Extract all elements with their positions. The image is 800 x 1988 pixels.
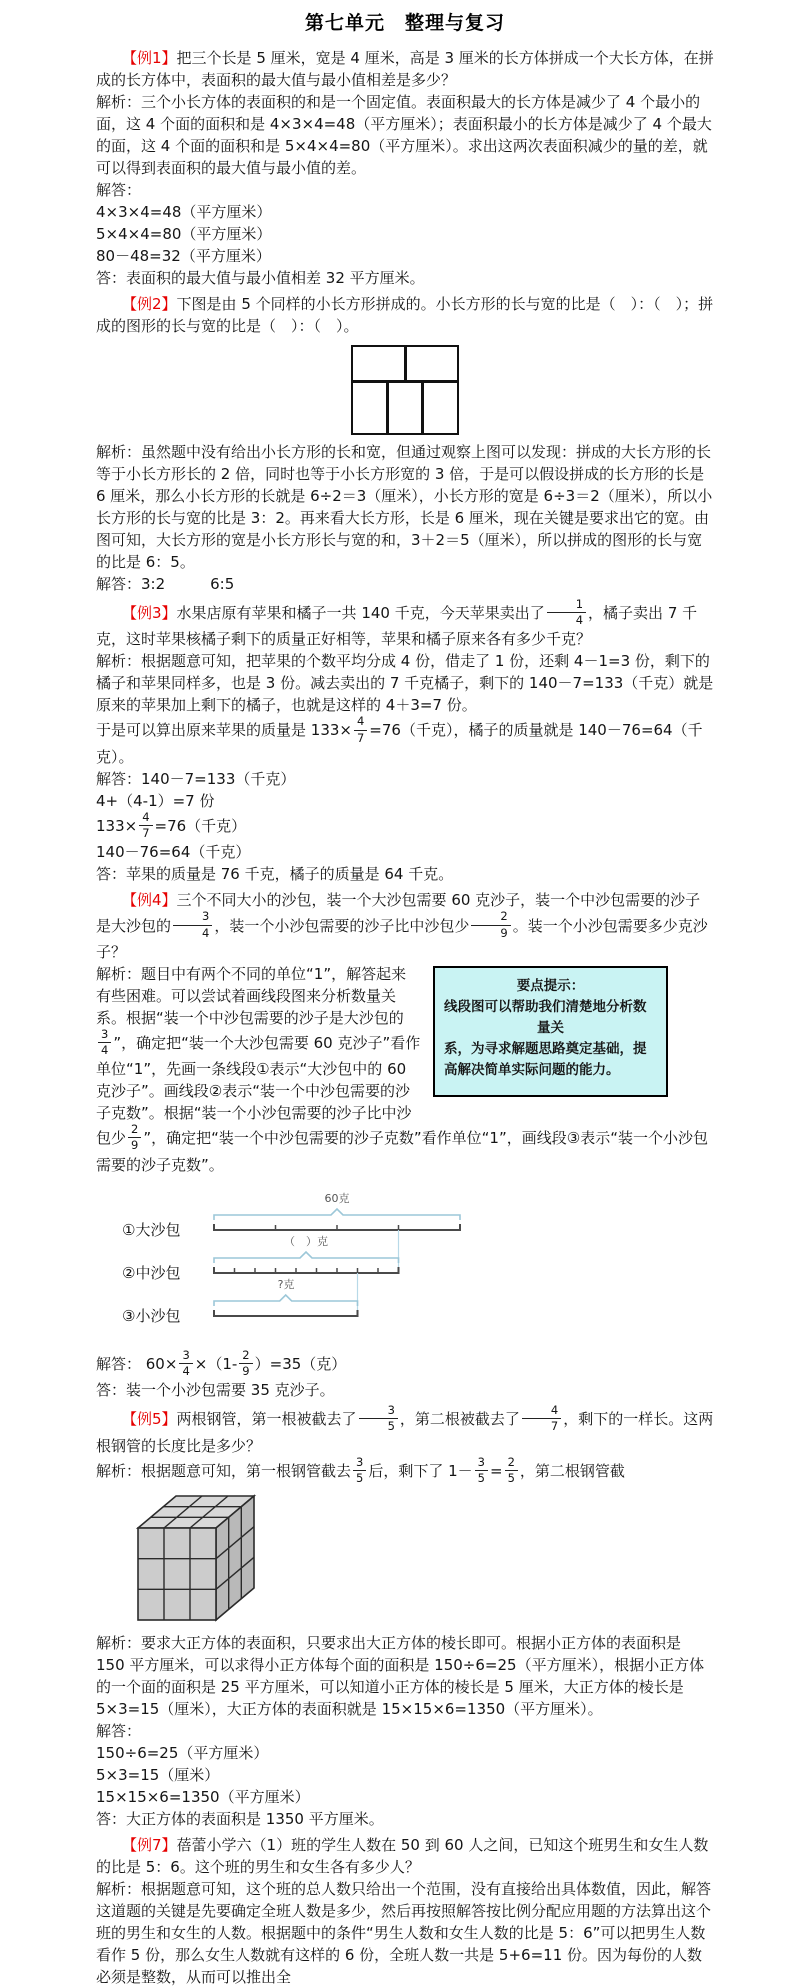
fraction: $\frac{4}{7}$ xyxy=(354,715,367,744)
segment-line xyxy=(214,1310,358,1316)
ex6-equation-line: 150÷6=25（平方厘米） xyxy=(96,1743,269,1762)
fraction: $\frac{3}{5}$ xyxy=(359,1404,398,1433)
ex6-solution-heading: 解答： xyxy=(96,1721,142,1740)
ex7-problem-text: 蓓蕾小学六（1）班的学生人数在 50 到 60 人之间，已知这个班男生和女生人数的比是 5：6。这个班的男生和女生各有多少人？ xyxy=(96,1835,709,1876)
fraction: $\frac{1}{4}$ xyxy=(547,598,586,627)
fraction: $\frac{2}{9}$ xyxy=(128,1123,141,1152)
segment-row1-label: ①大沙包 xyxy=(122,1220,181,1239)
ex1-equation-line: 5×4×4=80（平方厘米） xyxy=(96,225,272,243)
brace xyxy=(214,1295,358,1306)
brace xyxy=(214,1252,399,1263)
ex5-analysis: 解析：根据题意可知，第一根钢管截去 $\frac{3}{5}$ 后，剩下了 1－ $\frac{3}{5}$ = $\frac{2}{5}$ ，第二根钢管截 xyxy=(96,1454,625,1485)
ex2-analysis: 解析：虽然题中没有给出小长方形的长和宽，但通过观察上图可以发现：拼成的大长方形的长等于小长方形长的 2 倍，同时也等于小长方形宽的 3 倍，于是可以假设拼成的长方形的长是 6 厘米，那么小长方形的长就是 6÷2＝3（厘米），小长方形的宽是 6÷3＝2（厘米），所以小长方形的长与宽的比是 3：2。再来看大长方形，长是 6 厘米，现在关键是要求出它的宽。由图可知，大长方形的宽是小长方形长与宽的和，3＋2＝5（厘米），所以拼成的图形的长与宽的比是 6：5。 xyxy=(96,443,713,571)
ex6-equation-line: 5×3=15（厘米） xyxy=(96,1765,220,1784)
key-point-line: 线段图可以帮助我们清楚地分析数 xyxy=(444,998,647,1015)
ex3-solution-line: 4+（4-1）=7 份 xyxy=(96,791,215,810)
segment-row3-caption: ?克 xyxy=(277,1277,295,1291)
fraction: $\frac{4}{7}$ xyxy=(522,1404,561,1433)
small-rectangle xyxy=(389,383,425,433)
cube-front-face xyxy=(138,1528,216,1620)
ex2-solution-line: 解答：3:2 6:5 xyxy=(96,575,235,593)
ex4-answer-line: 答：装一个小沙包需要 35 克沙子。 xyxy=(96,1381,335,1400)
cube-figure xyxy=(136,1494,258,1624)
segment-row2-caption: （ ）克 xyxy=(284,1234,328,1248)
key-point-line: 量关 xyxy=(537,1019,564,1036)
fraction: $\frac{3}{5}$ xyxy=(353,1456,366,1485)
fraction: $\frac{2}{5}$ xyxy=(505,1456,518,1485)
ex3-problem-text: 水果店原有苹果和橘子一共 140 千克，今天苹果卖出了 $\frac{1}{4}$ ，橘子卖出 7 千克，这时苹果核橘子剩下的质量正好相等，苹果和橘子原来各有多少千克？ xyxy=(96,597,698,649)
ex6-equation-line: 15×15×6=1350（平方厘米） xyxy=(96,1787,310,1806)
small-rectangle xyxy=(353,347,407,380)
fraction: $\frac{3}{4}$ xyxy=(98,1028,111,1057)
ex5-label: 【例5】 xyxy=(122,1410,177,1429)
ex6-analysis: 解析：要求大正方体的表面积，只要求出大正方体的棱长即可。根据小正方体的表面积是 150 平方厘米，可以求得小正方体每个面的面积是 150÷6=25（平方厘米），根据小正方体的一个面的面积是 25 平方厘米，可以知道小正方体的棱长是 5 厘米，大正方体的棱长是 5×3=15（厘米），大正方体的表面积就是 15×15×6=1350（平方厘米）。 xyxy=(96,1633,705,1718)
ex2-label: 【例2】 xyxy=(122,295,177,313)
small-rectangle xyxy=(407,347,458,380)
ex7-analysis: 解析：根据题意可知，这个班的总人数只给出一个范围，没有直接给出具体数值，因此，解答这道题的关键是先要确定全班人数是多少，然后再按照解答按比例分配应用题的方法算出这个班的男生和女生的人数。根据题中的条件“男生人数和女生人数的比是 5：6”可以把男生人数看作 5 份，那么女生人数就有这样的 6 份，全班人数一共是 5+6=11 份。因为每份的人数必须是整数，从而可以推出全 xyxy=(96,1879,712,1986)
ex3-answer-line: 答：苹果的质量是 76 千克，橘子的质量是 64 千克。 xyxy=(96,865,454,884)
ex3-solution-line: 133× $\frac{4}{7}$ =76（千克） xyxy=(96,809,247,841)
segment-row2-label: ②中沙包 xyxy=(122,1263,181,1282)
ex4-label: 【例4】 xyxy=(122,891,177,910)
ex5-problem xyxy=(96,1405,714,1456)
ex4-problem-text: 三个不同大小的沙包，装一个大沙包需要 60 克沙子，装一个中沙包需要的沙子是大沙包的 $\frac{3}{4}$ ，装一个小沙包需要的沙子比中沙包少 $\frac{2}{9}$ 。装一个小沙包需要多少克沙子？ xyxy=(96,891,708,961)
ex6-answer-line: 答：大正方体的表面积是 1350 平方厘米。 xyxy=(96,1809,384,1828)
key-point-title: 要点提示： xyxy=(516,977,585,994)
fraction: $\frac{2}{9}$ xyxy=(239,1349,252,1378)
brace xyxy=(214,1209,460,1220)
figure-bottom-row xyxy=(353,383,457,433)
ex4-analysis xyxy=(96,963,714,1176)
ex1-equation-line: 80－48=32（平方厘米） xyxy=(96,247,271,265)
line-segment-diagram xyxy=(122,1184,592,1346)
five-rectangles-figure xyxy=(351,345,459,435)
ex3-solution-line: 140－76=64（千克） xyxy=(96,843,251,862)
segment-row1-caption: 60克 xyxy=(324,1191,350,1205)
ex5-problem-text: 两根钢管，第一根被截去了 $\frac{3}{5}$ ，第二根被截去了 $\frac{4}{7}$ ，剩下的一样长。这两根钢管的长度比是多少？ xyxy=(96,1403,714,1455)
ex3-label: 【例3】 xyxy=(122,604,177,623)
ex3-solution-line: 解答：140－7=133（千克） xyxy=(96,769,296,788)
ex2-problem xyxy=(96,293,714,337)
ex3-problem xyxy=(96,599,714,650)
segment-row3-label: ③小沙包 xyxy=(122,1306,181,1325)
ex7-problem xyxy=(96,1834,714,1878)
ex4-problem xyxy=(96,889,714,962)
fraction: $\frac{4}{7}$ xyxy=(139,811,152,840)
small-rectangle xyxy=(353,383,389,433)
fraction: $\frac{3}{4}$ xyxy=(173,910,212,939)
ex3-analysis-continued: 于是可以算出原来苹果的质量是 133× $\frac{4}{7}$ =76（千克），橘子的质量就是 140－76=64（千克）。 xyxy=(96,714,703,766)
segment-line xyxy=(214,1267,399,1273)
ex1-equation-line: 4×3×4=48（平方厘米） xyxy=(96,203,272,221)
fraction: $\frac{3}{5}$ xyxy=(475,1456,488,1485)
ex4-solution-line: 解答： 60× $\frac{3}{4}$ ×（1- $\frac{2}{9}$ ）=35（克） xyxy=(96,1347,347,1378)
small-rectangle xyxy=(424,383,457,433)
fraction: $\frac{3}{4}$ xyxy=(179,1349,192,1378)
ex1-label: 【例1】 xyxy=(122,49,177,67)
ex3-analysis: 解析：根据题意可知，把苹果的个数平均分成 4 份，借走了 1 份，还剩 4－1=3 份，剩下的橘子和苹果同样多，也是 3 份。减去卖出的 7 千克橘子，剩下的 140－7=133（千克）就是原来的苹果加上剩下的橘子，也就是这样的 4＋3=7 份。 xyxy=(96,652,714,715)
ex7-label: 【例7】 xyxy=(122,1835,177,1854)
figure-top-row xyxy=(353,347,457,383)
fraction: $\frac{2}{9}$ xyxy=(471,910,510,939)
ex4-analysis-text: 解析：题目中有两个不同的单位“1”，解答起来有些困难。可以尝试着画线段图来分析数量关系。根据“装一个中沙包需要的沙子是大沙包的 $\frac{3}{4}$ ”，确定把“装一个大沙包需要 60 克沙子”看作单位“1”，先画一条线段①表示“大沙包中的 60 克沙子”。画线段②表示“装一个中沙包需要的沙子克数”。根据“装一个小沙包需要的沙子比中沙包少 $\frac{2}{9}$ ”，确定把“装一个中沙包需要的沙子克数”看作单位“1”，画线段③表示“装一个小沙包需要的沙子克数”。 xyxy=(96,964,708,1174)
ex1-problem-text: 把三个长是 5 厘米，宽是 4 厘米，高是 3 厘米的长方体拼成一个大长方体，在拼成的长方体中，表面积的最大值与最小值相差是多少？ xyxy=(96,49,714,89)
key-point-line: 系，为寻求解题思路奠定基础，提高解决简单实际问题的能力。 xyxy=(444,1040,647,1078)
page-title: 第七单元 整理与复习 xyxy=(304,12,505,34)
ex1-answer-line: 答：表面积的最大值与最小值相差 32 平方厘米。 xyxy=(96,269,425,287)
key-point-box xyxy=(433,966,668,1097)
ex1-analysis: 解析：三个小长方体的表面积的和是一个固定值。表面积最大的长方体是减少了 4 个最小的面，这 4 个面的面积和是 4×3×4=48（平方厘米）；表面积最小的长方体是减少了 4 个最大的面，这 4 个面的面积和是 5×4×4=80（平方厘米）。求出这两次表面积减少的量的差，就可以得到表面积的最大值与最小值的差。 xyxy=(96,93,712,177)
ex1-solution-heading: 解答： xyxy=(96,181,142,199)
ex1-problem xyxy=(96,47,714,91)
ex2-problem-text: 下图是由 5 个同样的小长方形拼成的。小长方形的长与宽的比是（ ）：（ ）；拼成的图形的长与宽的比是（ ）：（ ）。 xyxy=(96,295,714,335)
